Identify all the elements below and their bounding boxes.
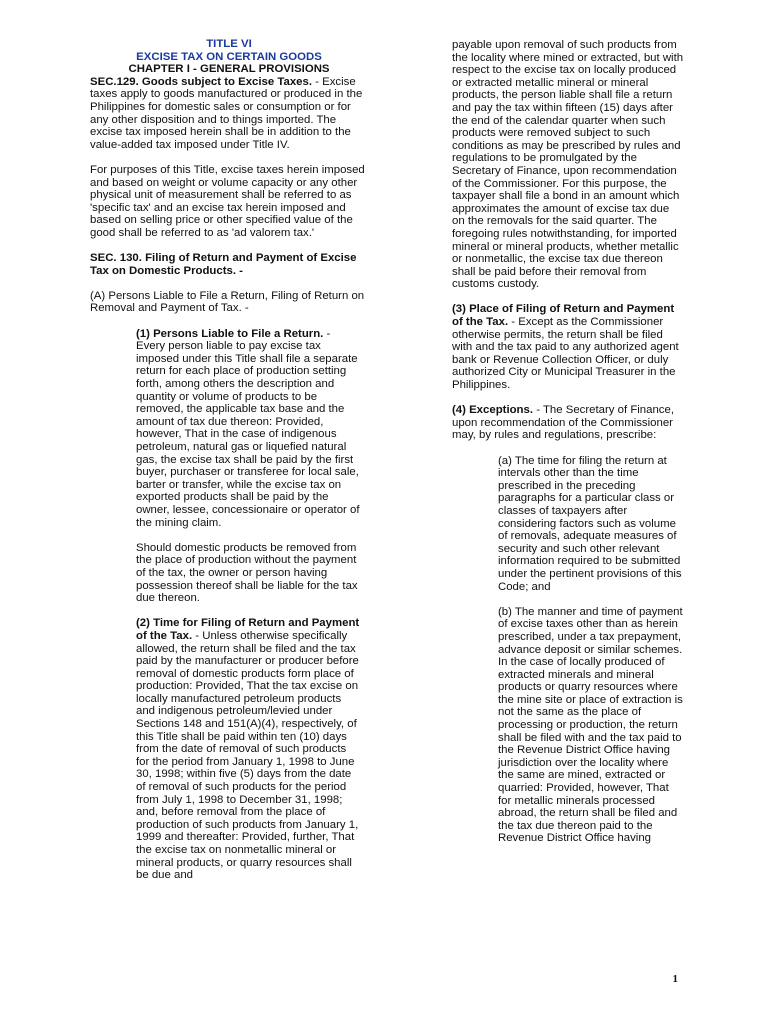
left-column [90, 38, 368, 894]
sec129-heading: SEC.129. Goods subject to Excise Taxes. [90, 75, 312, 88]
exception-b-paragraph: (b) The manner and time of payment of excise taxes other than as herein prescribed, under a tax prepayment, advance deposit or similar schemes. In the case of locally produced of extracted minerals and mineral products or quarry resources where the mine site or place of extraction is not the same as the place of processing or production, the return shall be filed with and the tax paid to the Revenue District Office having jurisdiction over the locality where the same are mined, extracted or quarried: Provided, however, That for metallic minerals processed abroad, the return shall be filed and the tax due thereon paid to the Revenue District Office having [498, 605, 683, 845]
exceptions-paragraph [452, 404, 684, 442]
page-number: 1 [672, 973, 678, 986]
exception-a-paragraph: (a) The time for filing the return at intervals other than the time prescribed in the preceding paragraphs for a particular class or classes of taxpayers after considering factors such as volume of removals, adequate measures of security and such other relevant information required to be submitted under the pertinent provisions of this Code; and [498, 454, 682, 593]
purposes-paragraph: For purposes of this Title, excise taxes herein imposed and based on weight or volume capacity or any other physical unit of measurement shall be referred to as 'specific tax' and an excise tax herein imposed and based on selling price or other specified value of the good shall be referred to as 'ad valorem tax.' [90, 163, 365, 239]
place-of-filing-text: - Except as the Commissioner otherwise permits, the return shall be filed with and the tax paid to any authorized agent bank or Revenue Collection Officer, or duly authorized City or Municipal Treasurer in the Philippines. [452, 316, 679, 392]
time-of-filing-heading: (2) Time for Filing of Return and Payment of the Tax. [136, 617, 360, 642]
continuation-paragraph: payable upon removal of such products from the locality where mined or extracted, but with respect to the excise tax on locally produced or extracted metallic mineral or mineral products, the person liable shall file a return and pay the tax within fifteen (15) days after the end of the calendar quarter when such products were removed subject to such conditions as may be prescribed by rules and regulations to be promulgated by the Secretary of Finance, upon recommendation of the Commissioner. For this purpose, the taxpayer shall file a bond in an amount which approximates the amount of excise tax due on the removals for the said quarter. The foregoing rules notwithstanding, for imported mineral or mineral products, whether metallic or nonmetallic, the excise tax due thereon shall be paid before their removal from customs custody. [452, 39, 684, 291]
document-title: TITLE VI [206, 38, 252, 50]
persons-liable-paragraph [136, 328, 362, 530]
right-column [452, 39, 684, 858]
document-subtitle: EXCISE TAX ON CERTAIN GOODS [136, 50, 322, 63]
exceptions-text: - The Secretary of Finance, upon recommendation of the Commissioner may, by rules and regulations, prescribe: [452, 404, 675, 442]
place-of-filing-paragraph [452, 303, 684, 391]
sec129-paragraph [90, 76, 368, 152]
persons-liable-heading: (1) Persons Liable to File a Return. [136, 327, 324, 340]
time-of-filing-paragraph [136, 617, 362, 881]
domestic-removal-paragraph: Should domestic products be removed from the place of production without the payment of the tax, the owner or person having possession thereof shall be liable for the tax due thereon. [136, 541, 358, 605]
sec130-heading: SEC. 130. Filing of Return and Payment of Excise Tax on Domestic Products. - [90, 252, 357, 277]
section-a-paragraph: (A) Persons Liable to File a Return, Filing of Return on Removal and Payment of Tax. - [90, 289, 365, 315]
place-of-filing-heading: (3) Place of Filing of Return and Payment of the Tax. [452, 303, 675, 329]
chapter-heading: CHAPTER I - GENERAL PROVISIONS [128, 63, 330, 76]
time-of-filing-text: - Unless otherwise specifically allowed, the return shall be filed and the tax paid by the manufacturer or producer before removal of domestic products form place of production: Provided, That the tax excise on locally manufactured petroleum products and indigenous petroleum/levied under Sections 148 and 151(A)(4), respectively, of this Title shall be paid within ten (10) days from the date of removal of such products for the period from January 1, 1998 to June 30, 1998; within five (5) days from the date of removal of such products for the period from July 1, 1998 to December 31, 1998; and, before removal from the place of production of such products from January 1, 1999 and thereafter: Provided, further, That the excise tax on nonmetallic mineral or mineral products, or quarry resources shall be due and [136, 629, 359, 882]
exceptions-heading: (4) Exceptions. [452, 404, 534, 417]
sec129-text: - Excise taxes apply to goods manufactured or produced in the Philippines for domestic sales or consumption or for any other disposition and to things imported. The excise tax imposed herein shall be in addition to the value-added tax imposed under Title IV. [90, 75, 363, 151]
persons-liable-text: - Every person liable to pay excise tax imposed under this Title shall file a separate return for each place of production setting forth, among others the description and quantity or volume of products to be removed, the applicable tax base and the amount of tax due thereon: Provided, however, That in the case of indigenous petroleum, natural gas or liquefied natural gas, the excise tax shall be paid by the first buyer, purchaser or transferee for local sale, barter or transfer, while the excise tax on exported products shall be paid by the owner, lessee, concessionaire or operator of the mining claim. [136, 327, 360, 529]
